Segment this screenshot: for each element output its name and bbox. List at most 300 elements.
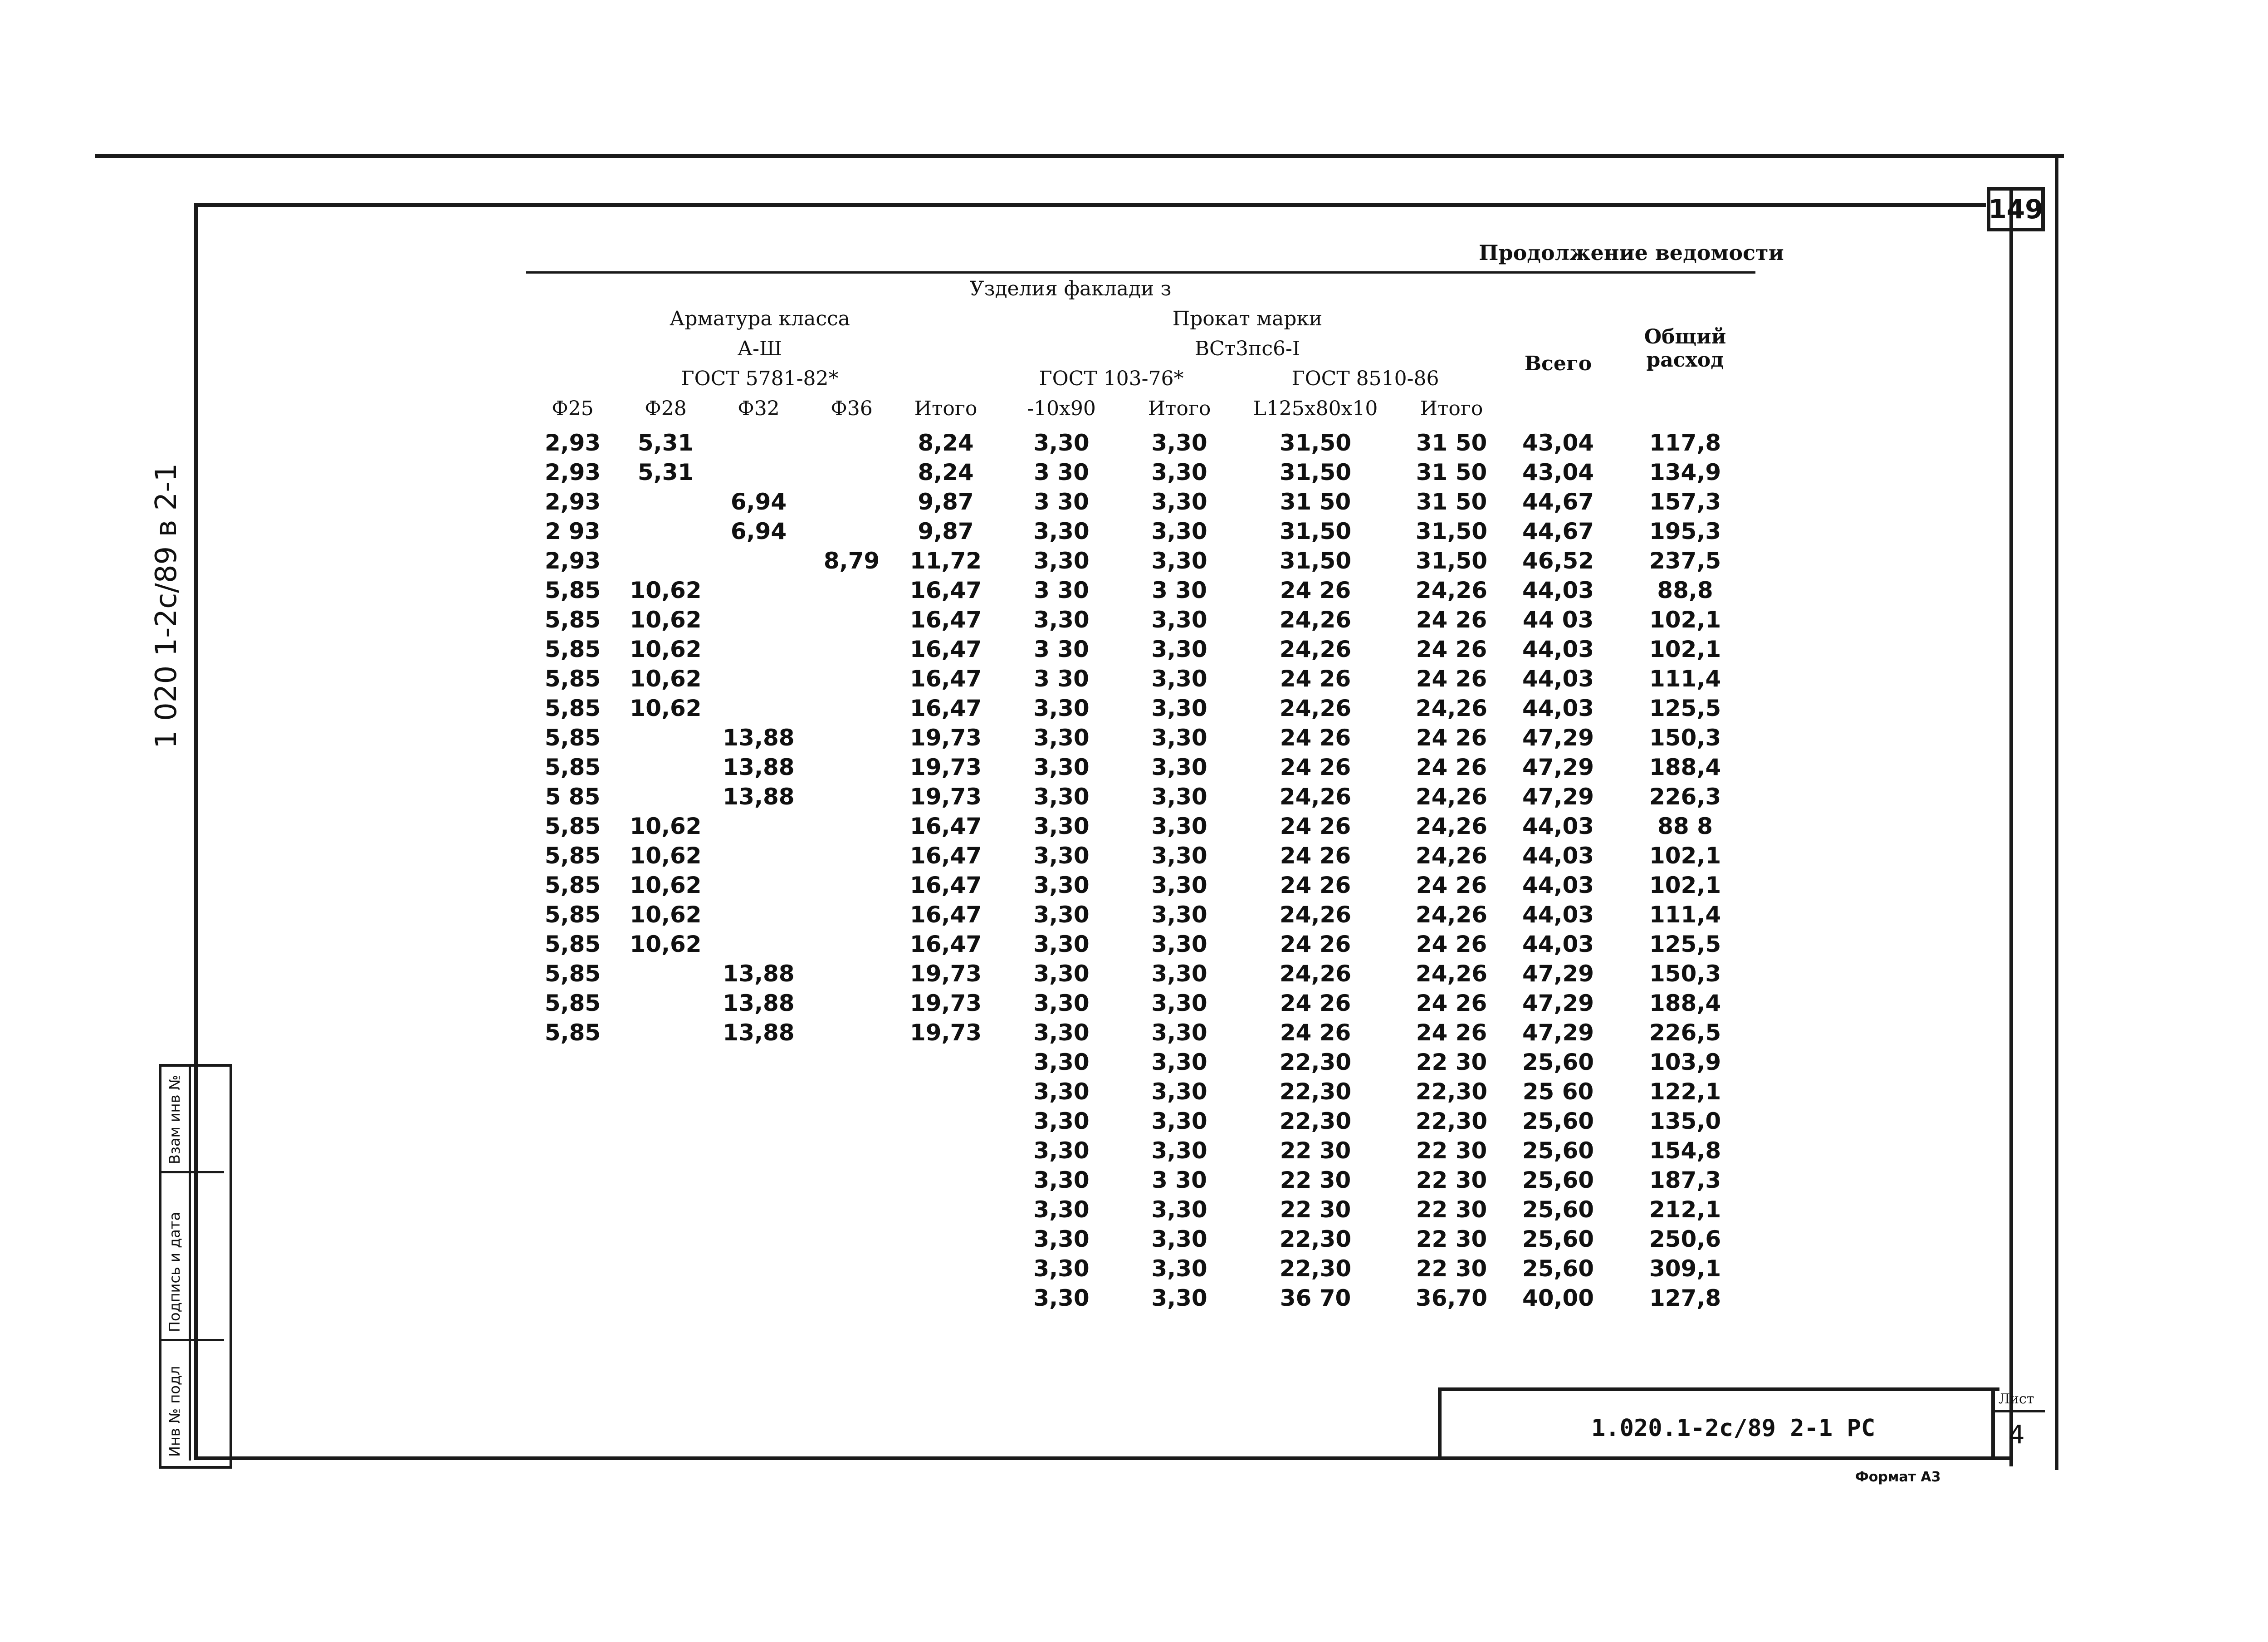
table-cell — [805, 988, 898, 1018]
table-cell: 3,30 — [1151, 1255, 1207, 1282]
table-cell: 3,30 — [1151, 1137, 1207, 1164]
table-cell: 22,30 — [1279, 1255, 1352, 1282]
table-cell: 3,30 — [1033, 990, 1090, 1016]
row-spacer — [485, 1165, 526, 1195]
table-cell: 16,47 — [909, 577, 982, 603]
rolled-grade: ВСт3пс6-I — [1194, 337, 1300, 360]
sheet-number: 4 — [2009, 1420, 2025, 1450]
table-cell: 24 26 — [1416, 1019, 1487, 1046]
table-cell — [805, 959, 898, 988]
table-cell: 3,30 — [1033, 1078, 1090, 1105]
strip-gost: ГОСТ 103-76* — [1039, 367, 1184, 390]
table-cell: 22 30 — [1416, 1137, 1487, 1164]
table-cell: 13,88 — [723, 1019, 795, 1046]
table-cell: 24 26 — [1416, 872, 1487, 898]
table-cell — [898, 1077, 993, 1106]
table-cell: 47,29 — [1522, 1019, 1594, 1046]
row-spacer — [485, 1047, 526, 1077]
table-cell — [712, 1047, 805, 1077]
table-cell — [898, 1106, 993, 1136]
table-cell: 10,62 — [630, 606, 702, 633]
table-cell: 43,04 — [1522, 459, 1594, 485]
table-cell: 24 26 — [1280, 724, 1351, 751]
table-cell: 117,8 — [1649, 429, 1721, 456]
table-cell: 3 30 — [1034, 665, 1089, 692]
table-cell: 3,30 — [1033, 754, 1090, 780]
row-spacer — [485, 870, 526, 900]
table-cell: 24 26 — [1416, 931, 1487, 957]
table-cell — [805, 1254, 898, 1283]
table-cell — [805, 782, 898, 811]
table-row — [485, 575, 1755, 605]
table-cell: 5,85 — [544, 931, 601, 957]
table-cell — [526, 1283, 619, 1313]
row-spacer — [485, 605, 526, 634]
col-d28: Ф28 — [645, 397, 687, 420]
table-cell: 47,29 — [1522, 990, 1594, 1016]
table-cell: 3,30 — [1151, 1049, 1207, 1075]
table-cell: 5,85 — [544, 842, 601, 869]
table-cell: 3 30 — [1034, 459, 1089, 485]
document-code: 1.020.1-2с/89 2-1 РС — [1591, 1415, 1876, 1442]
table-cell: 3,30 — [1151, 518, 1207, 544]
table-cell — [805, 841, 898, 870]
table-cell: 3,30 — [1151, 665, 1207, 692]
table-cell — [619, 1136, 712, 1165]
table-cell: 2,93 — [544, 429, 601, 456]
row-spacer — [485, 664, 526, 693]
top-border-line — [95, 154, 2064, 158]
table-cell: 24 26 — [1416, 665, 1487, 692]
table-cell — [712, 693, 805, 723]
row-spacer — [485, 1018, 526, 1047]
table-cell: 31 50 — [1416, 459, 1487, 485]
table-cell — [805, 423, 898, 457]
table-cell — [619, 1077, 712, 1106]
table-cell: 10,62 — [630, 695, 702, 721]
table-cell: 44,03 — [1522, 577, 1594, 603]
table-row — [485, 1224, 1755, 1254]
table-cell: 3,30 — [1033, 901, 1090, 928]
table-cell: 24,26 — [1415, 842, 1488, 869]
table-cell: 103,9 — [1649, 1049, 1721, 1075]
table-cell: 150,3 — [1649, 960, 1721, 987]
table-cell: 16,47 — [909, 636, 982, 662]
table-cell — [712, 900, 805, 929]
row-spacer — [485, 1224, 526, 1254]
table-cell: 8,24 — [918, 459, 974, 485]
table-cell — [805, 1195, 898, 1224]
table-cell: 102,1 — [1649, 872, 1721, 898]
side-stamp — [159, 1064, 232, 1469]
table-cell: 5,85 — [544, 577, 601, 603]
table-cell: 3,30 — [1033, 1167, 1090, 1193]
table-cell: 44,03 — [1522, 636, 1594, 662]
table-cell: 44,03 — [1522, 842, 1594, 869]
table-cell: 47,29 — [1522, 783, 1594, 810]
table-cell: 3,30 — [1151, 754, 1207, 780]
table-cell: 31,50 — [1415, 518, 1488, 544]
table-cell: 125,5 — [1649, 695, 1721, 721]
table-row — [485, 900, 1755, 929]
table-row — [485, 811, 1755, 841]
table-cell: 3,30 — [1033, 1284, 1090, 1311]
table-cell — [712, 811, 805, 841]
table-cell: 16,47 — [909, 901, 982, 928]
table-cell — [805, 1136, 898, 1165]
table-cell: 3,30 — [1033, 1255, 1090, 1282]
table-row — [485, 516, 1755, 546]
table-cell: 3,30 — [1151, 783, 1207, 810]
table-cell: 3,30 — [1151, 1196, 1207, 1223]
table-cell: 3,30 — [1151, 459, 1207, 485]
table-cell — [805, 1077, 898, 1106]
table-cell: 10,62 — [630, 901, 702, 928]
table-cell: 16,47 — [909, 872, 982, 898]
table-cell: 24,26 — [1279, 783, 1352, 810]
table-cell — [805, 723, 898, 752]
table-cell: 3,30 — [1033, 1196, 1090, 1223]
table-cell: 237,5 — [1649, 547, 1721, 574]
table-cell — [712, 1077, 805, 1106]
table-cell: 22,30 — [1415, 1078, 1488, 1105]
table-cell: 5,85 — [544, 754, 601, 780]
table-cell: 6,94 — [730, 518, 787, 544]
table-cell: 24,26 — [1415, 901, 1488, 928]
table-cell — [619, 1018, 712, 1047]
table-cell: 3,30 — [1033, 842, 1090, 869]
table-cell: 13,88 — [723, 990, 795, 1016]
table-cell: 3,30 — [1033, 429, 1090, 456]
side-stamp-divider-3 — [161, 1339, 224, 1341]
table-cell — [712, 664, 805, 693]
col-d32: Ф32 — [738, 397, 780, 420]
table-cell: 10,62 — [630, 931, 702, 957]
row-spacer — [485, 752, 526, 782]
table-cell: 9,87 — [918, 518, 974, 544]
table-cell: 44,67 — [1522, 518, 1594, 544]
table-cell — [805, 605, 898, 634]
table-cell: 22 30 — [1416, 1255, 1487, 1282]
rebar-gost: ГОСТ 5781-82* — [681, 367, 839, 390]
table-cell: 3,30 — [1033, 960, 1090, 987]
table-cell — [898, 1195, 993, 1224]
table-cell: 111,4 — [1649, 901, 1721, 928]
table-cell: 3,30 — [1151, 547, 1207, 574]
table-cell: 3,30 — [1151, 901, 1207, 928]
col-rebar-total: Итого — [914, 397, 978, 420]
col-strip-total: Итого — [1148, 397, 1211, 420]
table-cell: 88 8 — [1657, 813, 1713, 839]
table-cell: 3,30 — [1151, 1108, 1207, 1134]
table-cell — [712, 929, 805, 959]
overall-header: Общий расход — [1615, 273, 1755, 424]
table-cell: 187,3 — [1649, 1167, 1721, 1193]
row-spacer — [485, 423, 526, 457]
table-cell: 134,9 — [1649, 459, 1721, 485]
table-cell: 36 70 — [1280, 1284, 1351, 1311]
table-cell: 24,26 — [1279, 606, 1352, 633]
table-cell: 3,30 — [1033, 783, 1090, 810]
table-cell: 3,30 — [1033, 547, 1090, 574]
table-cell: 46,52 — [1522, 547, 1594, 574]
table-cell: 31 50 — [1280, 488, 1351, 515]
table-cell: 22 30 — [1416, 1167, 1487, 1193]
table-cell: 3,30 — [1151, 1019, 1207, 1046]
table-cell: 5 85 — [545, 783, 601, 810]
table-cell: 3,30 — [1151, 695, 1207, 721]
col-d25: Ф25 — [552, 397, 594, 420]
table-cell — [526, 1136, 619, 1165]
signature-date-label: Подпись и дата — [166, 1211, 183, 1332]
table-cell: 22 30 — [1416, 1049, 1487, 1075]
table-cell: 44,67 — [1522, 488, 1594, 515]
table-cell — [619, 959, 712, 988]
rebar-header: Арматура класса — [670, 307, 850, 330]
col-angle: L125х80х10 — [1253, 397, 1378, 420]
table-cell: 24 26 — [1280, 1019, 1351, 1046]
table-cell: 5,85 — [544, 960, 601, 987]
table-cell: 19,73 — [909, 960, 982, 987]
table-cell: 44,03 — [1522, 665, 1594, 692]
row-spacer — [485, 546, 526, 575]
table-cell: 5,85 — [544, 724, 601, 751]
table-row — [485, 1136, 1755, 1165]
table-cell — [712, 634, 805, 664]
table-cell — [898, 1165, 993, 1195]
title-block — [1438, 1387, 2034, 1460]
table-cell — [712, 605, 805, 634]
table-cell: 5,85 — [544, 813, 601, 839]
col-strip: -10х90 — [1027, 397, 1096, 420]
table-cell — [805, 1106, 898, 1136]
table-row — [485, 605, 1755, 634]
row-spacer — [485, 782, 526, 811]
table-cell — [619, 1195, 712, 1224]
table-cell: 5,85 — [544, 1019, 601, 1046]
row-spacer — [485, 487, 526, 516]
table-row — [485, 546, 1755, 575]
table-cell: 22 30 — [1416, 1225, 1487, 1252]
table-cell: 150,3 — [1649, 724, 1721, 751]
table-cell: 16,47 — [909, 695, 982, 721]
table-cell: 31,50 — [1279, 547, 1352, 574]
table-cell: 44,03 — [1522, 872, 1594, 898]
table-cell — [712, 546, 805, 575]
table-cell — [619, 1165, 712, 1195]
table-cell: 135,0 — [1649, 1108, 1721, 1134]
inner-top-border-line — [194, 203, 1986, 207]
table-cell: 5,85 — [544, 872, 601, 898]
table-cell — [898, 1047, 993, 1077]
table-cell: 47,29 — [1522, 724, 1594, 751]
table-cell — [712, 1165, 805, 1195]
table-cell — [526, 1195, 619, 1224]
group-header: Узделия факлади з — [526, 273, 1615, 304]
table-cell — [805, 575, 898, 605]
table-cell: 25,60 — [1522, 1167, 1594, 1193]
table-cell: 24,26 — [1415, 577, 1488, 603]
side-stamp-divider-1 — [189, 1067, 191, 1461]
table-cell: 3,30 — [1151, 1225, 1207, 1252]
table-cell: 24 26 — [1280, 842, 1351, 869]
table-cell: 19,73 — [909, 783, 982, 810]
table-cell: 43,04 — [1522, 429, 1594, 456]
row-spacer — [485, 516, 526, 546]
table-row — [485, 423, 1755, 457]
table-cell — [619, 1106, 712, 1136]
table-row — [485, 487, 1755, 516]
row-spacer — [485, 575, 526, 605]
table-cell: 24 26 — [1280, 813, 1351, 839]
table-row — [485, 870, 1755, 900]
table-cell: 212,1 — [1649, 1196, 1721, 1223]
page-number: 149 — [1987, 187, 2045, 231]
table-cell: 3,30 — [1033, 1019, 1090, 1046]
table-cell: 24,26 — [1279, 636, 1352, 662]
table-cell: 2,93 — [544, 547, 601, 574]
table-cell: 31,50 — [1279, 459, 1352, 485]
table-cell: 5,85 — [544, 695, 601, 721]
col-angle-total: Итого — [1420, 397, 1483, 420]
table-cell: 13,88 — [723, 754, 795, 780]
table-cell — [805, 1047, 898, 1077]
table-cell: 102,1 — [1649, 636, 1721, 662]
rolled-header: Прокат марки — [1172, 307, 1323, 330]
table-cell: 5,85 — [544, 990, 601, 1016]
table-cell: 188,4 — [1649, 990, 1721, 1016]
table-cell: 47,29 — [1522, 754, 1594, 780]
table-cell: 3,30 — [1151, 636, 1207, 662]
table-cell — [712, 1283, 805, 1313]
table-cell: 24 26 — [1416, 724, 1487, 751]
table-row — [485, 634, 1755, 664]
table-body — [485, 423, 1755, 1313]
table-cell: 3 30 — [1034, 488, 1089, 515]
far-right-border-line — [2055, 154, 2058, 1470]
table-cell: 6,94 — [730, 488, 787, 515]
table-cell: 5,31 — [637, 459, 694, 485]
table-cell: 24,26 — [1415, 813, 1488, 839]
table-cell — [526, 1165, 619, 1195]
table-cell — [805, 457, 898, 487]
table-cell — [805, 1224, 898, 1254]
row-spacer — [485, 900, 526, 929]
table-cell: 25,60 — [1522, 1255, 1594, 1282]
table-cell — [805, 900, 898, 929]
table-cell: 24,26 — [1279, 960, 1352, 987]
table-cell: 24 26 — [1416, 754, 1487, 780]
table-cell: 195,3 — [1649, 518, 1721, 544]
table-cell: 13,88 — [723, 960, 795, 987]
table-cell — [898, 1136, 993, 1165]
table-cell — [526, 1106, 619, 1136]
table-row — [485, 959, 1755, 988]
row-spacer — [485, 1195, 526, 1224]
table-cell: 44,03 — [1522, 931, 1594, 957]
table-row — [485, 1106, 1755, 1136]
sheet-label: Лист — [1999, 1391, 2034, 1407]
table-cell: 5,85 — [544, 901, 601, 928]
table-row — [485, 1018, 1755, 1047]
table-cell — [805, 634, 898, 664]
table-cell — [619, 1283, 712, 1313]
table-cell: 22 30 — [1280, 1137, 1351, 1164]
table-cell — [898, 1254, 993, 1283]
table-cell — [619, 723, 712, 752]
row-spacer — [485, 1283, 526, 1313]
table-cell: 24 26 — [1280, 577, 1351, 603]
table-row — [485, 1254, 1755, 1283]
table-cell: 24 26 — [1280, 665, 1351, 692]
table-cell: 3,30 — [1033, 1225, 1090, 1252]
row-spacer — [485, 457, 526, 487]
table-cell: 24,26 — [1279, 901, 1352, 928]
table-cell: 3,30 — [1033, 724, 1090, 751]
materials-table — [485, 271, 1755, 1313]
row-spacer — [485, 959, 526, 988]
table-cell — [805, 487, 898, 516]
table-cell — [712, 870, 805, 900]
side-document-code: 1 020 1-2с/89 в 2-1 — [150, 463, 183, 749]
table-cell: 13,88 — [723, 724, 795, 751]
table-cell: 3,30 — [1033, 931, 1090, 957]
table-cell: 3,30 — [1033, 695, 1090, 721]
table-cell: 31,50 — [1279, 429, 1352, 456]
table-row — [485, 782, 1755, 811]
table-cell: 3,30 — [1033, 606, 1090, 633]
table-cell: 5,85 — [544, 606, 601, 633]
table-cell: 22,30 — [1279, 1078, 1352, 1105]
table-cell: 3,30 — [1151, 842, 1207, 869]
table-cell: 10,62 — [630, 577, 702, 603]
sheet-divider — [1995, 1410, 2045, 1412]
table-cell: 5,31 — [637, 429, 694, 456]
table-cell: 22 30 — [1416, 1196, 1487, 1223]
table-cell — [619, 1254, 712, 1283]
table-cell: 102,1 — [1649, 842, 1721, 869]
table-cell: 24,26 — [1415, 783, 1488, 810]
table-cell: 3,30 — [1151, 488, 1207, 515]
table-cell: 10,62 — [630, 813, 702, 839]
table-cell: 25,60 — [1522, 1049, 1594, 1075]
table-cell — [805, 1283, 898, 1313]
table-cell: 3 30 — [1152, 577, 1207, 603]
table-row — [485, 1047, 1755, 1077]
table-cell: 2,93 — [544, 488, 601, 515]
total-all-header: Всего — [1524, 352, 1592, 375]
table-cell: 25,60 — [1522, 1137, 1594, 1164]
table-cell: 188,4 — [1649, 754, 1721, 780]
table-cell: 22,30 — [1279, 1049, 1352, 1075]
table-cell: 25,60 — [1522, 1108, 1594, 1134]
table-cell — [805, 1018, 898, 1047]
table-cell: 2,93 — [544, 459, 601, 485]
table-cell: 3,30 — [1151, 872, 1207, 898]
table-cell: 31,50 — [1279, 518, 1352, 544]
sheet-box — [1991, 1388, 2045, 1458]
table-cell: 127,8 — [1649, 1284, 1721, 1311]
table-cell — [619, 487, 712, 516]
continuation-title: Продолжение ведомости — [1479, 240, 1784, 265]
table-cell — [805, 693, 898, 723]
table-cell — [898, 1283, 993, 1313]
table-cell — [712, 1106, 805, 1136]
table-row — [485, 1283, 1755, 1313]
table-cell: 88,8 — [1657, 577, 1713, 603]
table-cell — [619, 1047, 712, 1077]
row-spacer — [485, 929, 526, 959]
